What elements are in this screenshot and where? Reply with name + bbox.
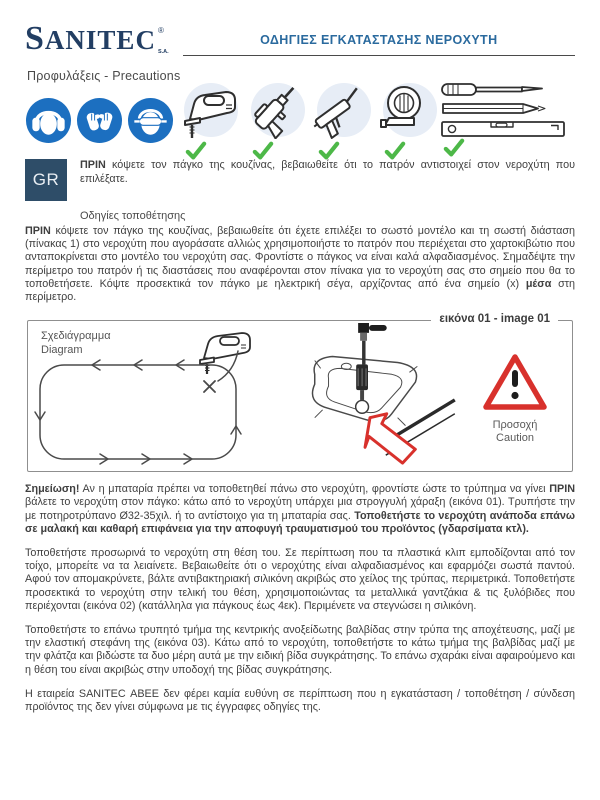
diagram-caption-gr: Σχεδιάγραμμα <box>41 330 111 343</box>
brand-suffix: S.A. <box>157 49 169 55</box>
red-arrow-icon <box>365 414 415 463</box>
precautions-heading: Προφυλάξεις - Precautions <box>27 69 181 83</box>
face-protection-icon <box>127 97 174 144</box>
jigsaw-tool-icon <box>178 81 242 159</box>
screwdriver-pencil-level-icon <box>439 80 575 160</box>
tape-measure-icon <box>377 81 435 159</box>
body-text-end: στη περίμετρο. <box>25 277 576 304</box>
sanitec-logo <box>25 20 169 57</box>
note-text-1: Αν η μπαταρία πρέπει να τοποθετηθεί πάνω στο νεροχύτη, φροντίστε ώστε το τρύπημα να γίνει <box>79 483 550 496</box>
check-icon <box>443 138 465 158</box>
intro-bold: ΠΡΙΝ <box>80 159 106 171</box>
language-badge-gr: GR <box>25 159 67 201</box>
gr-section <box>25 159 575 201</box>
protective-gloves-icon <box>76 97 123 144</box>
cutting-diagram <box>28 321 278 471</box>
note-bold: Σημείωση! <box>25 483 80 496</box>
instructions-paragraph <box>25 225 575 304</box>
note-bold-warning: Τοποθετήστε το νεροχύτη ανάποδα επάνω σε μαλακή και καθαρή επιφάνεια για την αποφυγή τραυματισμού του προϊόντος (γδαρσίματα κτλ). <box>25 509 575 535</box>
instructions-subheading: Οδηγίες τοποθέτησης <box>80 210 186 222</box>
caulking-gun-icon <box>311 81 373 159</box>
body-bold-prin: ΠΡΙΝ <box>25 225 51 237</box>
registered-trademark-icon: ® <box>157 26 164 35</box>
disclaimer-paragraph: Η εταιρεία SANITEC ΑΒΕΕ δεν φέρει καμία ευθύνη σε περίπτωση που η εγκατάσταση / τοποθέτηση / σύνδεση προϊόντος της δεν γίνει σύμφωνα με τις έγγραφες οδηγίες της. <box>25 687 575 714</box>
precautions-icons-row <box>25 89 575 151</box>
caution-caption-gr: Προσοχή <box>492 418 538 431</box>
body-text: κόψετε τον πάγκο της κουζίνας, βεβαιωθείτε ότι έχετε επιλέξει το σωστό μοντέλο και τη σωστή διάσταση (πίνακας 1) στο νεροχύτη που αγοράσατε αλλιώς χρησιμοποιήστε το πατρόν που περιέχεται στο χαρτοκιβώτιο που ανταποκρίνεται στο μοντέλο του νεροχύτη σας. Φροντίστε ο πάγκος να είναι καλά αλφαδιασμένος. Σημαδέψτε την περίμετρο του πατρόν ή τις διαστάσεις που αναφέρονται στον πίνακα για το νεροχύτη σας στο σημείο που θα το τοποθετήσετε. Κόψτε προσεκτικά τον πάγκο με ηλεκτρική σέγα, αρχίζοντας από ένα σημείο (x) <box>25 225 575 290</box>
body-bold-mesa: μέσα <box>525 277 552 290</box>
note-paragraph <box>25 483 575 536</box>
warning-triangle-icon <box>480 351 550 413</box>
brand-marks <box>158 26 169 56</box>
note-bold-prin: ΠΡΙΝ <box>549 483 575 496</box>
gr-intro-paragraph <box>80 159 575 201</box>
caution-block <box>458 321 572 471</box>
check-icon <box>185 141 207 161</box>
header <box>25 20 575 57</box>
brand-name: SANITEC <box>25 20 156 57</box>
figure-image-01 <box>27 313 573 472</box>
valve-paragraph: Τοποθετήστε το επάνω τρυπητό τμήμα της κεντρικής ανοξείδωτης βαλβίδας στην τρύπα της αποχέτευσης, μαζί με την ελαστική στεφάνη της (εικόνα 03). Κάτω από το νεροχύτη, τοποθετήστε το κάτω τμήμα της βαλβίδας μαζί με την φλάτζα και βιδώστε τα δυο μέρη αυτά με την ειδική βίδα συγκράτησης. Το επάνω σχαράκι είναι αφαιρούμενο και η θέση του είναι ακριβώς στην υποδοχή της βίδας συγκράτησης. <box>25 624 575 676</box>
diagram-caption-en: Diagram <box>41 344 83 357</box>
drill-tool-icon <box>245 81 307 159</box>
check-icon <box>384 141 406 161</box>
caution-caption-en: Caution <box>496 432 534 445</box>
ear-protection-icon <box>25 97 72 144</box>
figure-label: εικόνα 01 - image 01 <box>431 313 558 325</box>
check-icon <box>252 141 274 161</box>
page-title: ΟΔΗΓΙΕΣ ΕΓΚΑΤΑΣΤΑΣΗΣ ΝΕΡΟΧΥΤΗ <box>260 33 498 47</box>
title-rule <box>183 33 575 56</box>
cut-path-loop <box>32 349 268 469</box>
fitting-paragraph: Τοποθετήστε προσωρινά το νεροχύτη στη θέση του. Σε περίπτωση που τα πλαστικά κλιπ εμποδίζονται από τον τοίχο, μπορείτε να τα λειαίνετε. Βεβαιωθείτε ότι ο νεροχύτης είναι αλφαδιασμένος και εφαρμόζει σωστά παντού. Αφού τον απομακρύνετε, βάλτε αντιβακτηριακή σιλικόνη ακριβώς στο χείλος της τρύπας, περιμετρικά. Τοποθετήστε προσεκτικά το νεροχύτη στην τελική του θέση, χρησιμοποιώντας τα μεταλλικά γαντζάκια & τις ξυλόβιδες που περιέχονται (εικόνα 02) (κατάλληλα για πάγκους έως 4εκ). Περιμένετε να στεγνώσει η σιλικόνη. <box>25 547 575 612</box>
check-icon <box>318 141 340 161</box>
drilling-illustration <box>278 321 458 471</box>
intro-text: κόψετε τον πάγκο της κουζίνας, βεβαιωθείτε ότι το πατρόν αντιστοιχεί στον νεροχύτη που επιλέξατε. <box>80 159 575 185</box>
caution-caption <box>493 419 538 446</box>
note-text-2: βάλετε το νεροχύτη στον πάγκο: κάτω από το νεροχύτη υπάρχει μια στρογγυλή χάραξη (εικόνα 01). Τρυπήστε την με ποτηροτρύπανο Ø32-35χιλ. ή το αντίστοιχο για τη μπαταρία σας. <box>25 496 575 522</box>
